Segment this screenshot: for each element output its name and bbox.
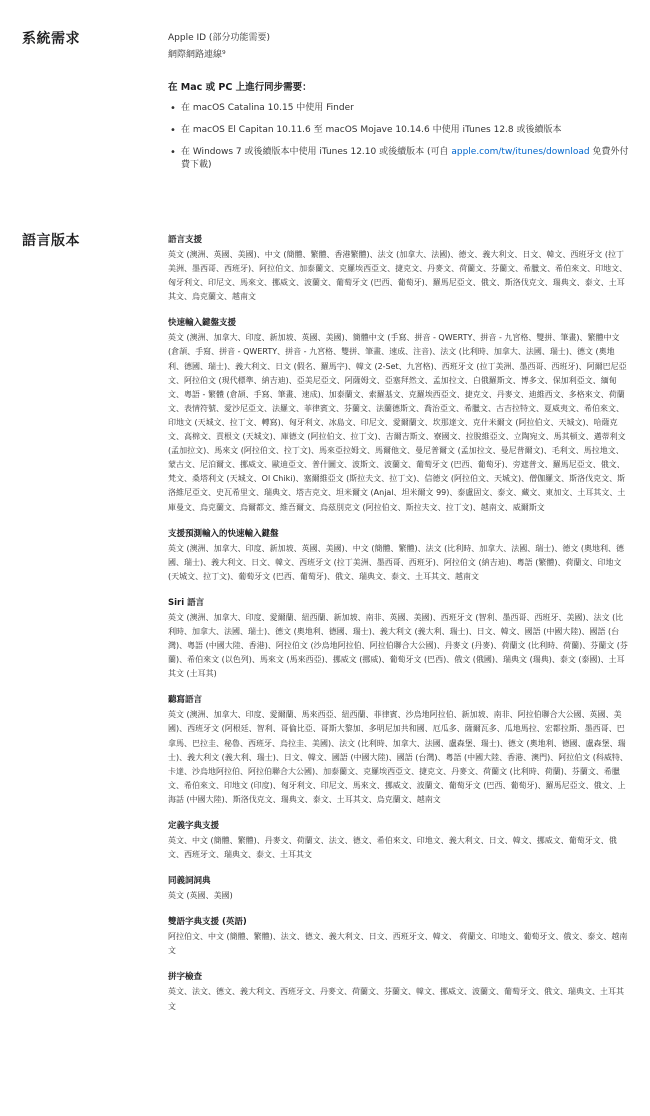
dictionary-support-list: 英文、中文 (簡體、繁體)、丹麥文、荷蘭文、法文、德文、希伯來文、印地文、義大利文、日文、韓文、挪威文、葡萄牙文、俄文、西班牙文、瑞典文、泰文、土耳其文 xyxy=(168,836,617,860)
language-group xyxy=(168,527,630,584)
language-group xyxy=(168,316,630,514)
thesaurus-list: 英文 (英國、美國) xyxy=(168,891,233,901)
bilingual-dictionary-title: 雙語字典支援 (英語) xyxy=(168,917,247,928)
siri-languages-title: Siri 語言 xyxy=(168,597,205,608)
requirement-internet: 網際網路連線⁹ xyxy=(168,50,226,60)
languages-heading: 語言版本 xyxy=(22,233,80,249)
dictation-languages-title: 聽寫語言 xyxy=(168,695,203,706)
requirement-apple-id: Apple ID (部分功能需要) xyxy=(168,33,270,43)
siri-languages-list: 英文 (澳洲、加拿大、印度、愛爾蘭、紐西蘭、新加坡、南非、英國、美國)、西班牙文 (智利、墨西哥、西班牙、美國)、法文 (比利時、加拿大、法國、瑞士)、德文 (奧地利、德國、瑞士)、義大利文 (義大利、瑞士)、日文、韓文、國語 (中國大陸)、國語 (台灣)、粵語 (中國大陸、香港)、阿拉伯文 (沙烏地阿拉伯、阿拉伯聯合大公國)、丹麥文 (丹麥)、荷蘭文 (比利時、荷蘭)、芬蘭文 (芬蘭)、希伯來文 (以色列)、馬來文 (馬來西亞)、挪威文 (挪威)、葡萄牙文 (巴西)、俄文 (俄國)、瑞典文 (瑞典)、泰文 (泰國)、土耳其文 (土耳其) xyxy=(168,612,628,679)
list-item xyxy=(168,102,630,115)
bilingual-dictionary-list: 阿拉伯文、中文 (簡體、繁體)、法文、德文、義大利文、日文、西班牙文、韓文、 荷蘭文、印地文、葡萄牙文、俄文、泰文、越南文 xyxy=(168,932,628,956)
sync-item-text: 在 macOS El Capitan 10.11.6 至 macOS Mojave 10.14.6 中使用 iTunes 12.8 或後續版本 xyxy=(181,125,562,135)
list-item xyxy=(168,124,630,137)
language-group xyxy=(168,819,630,862)
language-support-title: 語言支援 xyxy=(168,235,203,245)
sync-item-text: 在 Windows 7 或後續版本中使用 iTunes 12.10 或後續版本 (可自 xyxy=(181,147,452,157)
spell-check-list: 英文、法文、德文、義大利文、西班牙文、丹麥文、荷蘭文、芬蘭文、韓文、挪威文、波蘭文、葡萄牙文、俄文、瑞典文、土耳其文 xyxy=(168,987,624,1011)
system-requirements-content xyxy=(168,30,630,181)
spell-check-title: 拼字檢查 xyxy=(168,972,203,983)
sync-item-suffix: 免費外付費下載) xyxy=(181,147,629,170)
predictive-keyboard-list: 英文 (澳洲、加拿大、印度、新加坡、英國、美國)、中文 (簡體、繁體)、法文 (比利時、加拿大、法國、瑞士)、德文 (奧地利、德國、瑞士)、義大利文、日文、韓文、西班牙文 (拉丁美洲、墨西哥、西班牙)、阿拉伯文 (納吉迪)、粵語 (繁體)、荷蘭文、印地文 (天城文、拉丁文)、葡萄牙文 (巴西、葡萄牙)、俄文、瑞典文、泰文、土耳其文、越南文 xyxy=(168,543,625,581)
languages-content xyxy=(168,233,630,1026)
list-item xyxy=(168,146,630,172)
language-group xyxy=(168,233,630,304)
keyboard-support-list: 英文 (澳洲、加拿大、印度、新加坡、英國、美國)、簡體中文 (手寫、拼音 - QWERTY、拼音 - 九宮格、雙拼、筆畫)、繁體中文 (倉頡、手寫、拼音 - QWERTY、拼音 - 九宮格、雙拼、筆畫、速成、注音)、法文 (比利時、加拿大、法國、瑞士)、德文 (奧地利、德國、瑞士)、義大利文、日文 (假名、羅馬字)、韓文 (2-Set、九宮格)、西班牙文 (拉丁美洲、墨西哥、西班牙)、阿爾巴尼亞文、阿拉伯文 (現代標準、納吉迪)、亞美尼亞文、阿薩姆文、亞塞拜然文、孟加拉文、白俄羅斯文、博多文、保加利亞文、緬甸文、粵語 - 繁體 (倉頡、手寫、筆畫、速成)、加泰蘭文、索羅基文、克羅埃西亞文、捷克文、丹麥文、迪維西文、多格來文、荷蘭文、表情符號、愛沙尼亞文、法羅文、菲律賓文、芬蘭文、法蘭德斯文、喬治亞文、希臘文、古吉拉特文、夏威夷文、希伯來文、印地文 (天城文、拉丁文、轉寫)、匈牙利文、冰島文、印尼文、愛爾蘭文、坎那達文、克什米爾文 (阿拉伯文、天城文)、哈薩克文、高棉文、貢根文 (天城文)、庫德文 (阿拉伯文、拉丁文)、吉爾吉斯文、寮國文、拉脫維亞文、立陶宛文、馬其頓文、邁蒂利文 (孟加拉文)、馬來文 (阿拉伯文、拉丁文)、馬來亞拉姆文、馬爾他文、曼尼普爾文 (孟加拉文、曼尼普爾文)、毛利文、馬拉地文、蒙古文、尼泊爾文、挪威文、歐迪亞文、普什圖文、波斯文、波蘭文、葡萄牙文 (巴西、葡萄牙)、旁遮普文、羅馬尼亞文、俄文、梵文、桑塔利文 (天城文、Ol Chiki)、塞爾維亞文 (斯拉夫文、拉丁文)、信德文 (阿拉伯文、天城文)、僧伽羅文、斯洛伐克文、斯洛維尼亞文、史瓦希里文、瑞典文、塔吉克文、坦米爾文 (Anjal、坦米爾文 99)、泰盧固文、泰文、藏文、東加文、土耳其文、土庫曼文、烏克蘭文、烏爾都文、維吾爾文、烏茲別克文 (阿拉伯文、斯拉夫文、拉丁文)、越南文、威爾斯文 xyxy=(168,333,627,512)
system-requirements-heading: 系統需求 xyxy=(22,31,80,47)
sync-requirements-list xyxy=(168,102,630,172)
language-support-list: 英文 (澳洲、英國、美國)、中文 (簡體、繁體、香港繁體)、法文 (加拿大、法國)、德文、義大利文、日文、韓文、西班牙文 (拉丁美洲、墨西哥、西班牙)、阿拉伯文、加泰蘭文、克羅埃西亞文、捷克文、丹麥文、荷蘭文、芬蘭文、希臘文、希伯來文、印地文、匈牙利文、印尼文、馬來文、挪威文、波蘭文、葡萄牙文 (巴西、葡萄牙)、羅馬尼亞文、俄文、斯洛伐克文、瑞典文、泰文、土耳其文、烏克蘭文、越南文 xyxy=(168,250,628,302)
language-group xyxy=(168,915,630,958)
dictionary-support-title: 定義字典支援 xyxy=(168,821,220,831)
thesaurus-title: 同義詞詞典 xyxy=(168,876,211,887)
language-group xyxy=(168,874,630,903)
language-group xyxy=(168,596,630,681)
predictive-keyboard-title: 支援預測輸入的快速輸入鍵盤 xyxy=(168,528,279,539)
sync-requirements-title: 在 Mac 或 PC 上進行同步需要： xyxy=(168,82,312,93)
language-group xyxy=(168,693,630,807)
dictation-languages-list: 英文 (澳洲、加拿大、印度、愛爾蘭、馬來西亞、紐西蘭、菲律賓、沙烏地阿拉伯、新加坡、南非、阿拉伯聯合大公國、英國、美國)、西班牙文 (阿根廷、智利、哥倫比亞、哥斯大黎加、多明尼加共和國、厄瓜多、薩爾瓦多、瓜地馬拉、宏都拉斯、墨西哥、巴拿馬、巴拉圭、秘魯、西班牙、烏拉圭、美國)、法文 (比利時、加拿大、法國、盧森堡、瑞士)、德文 (奧地利、德國、盧森堡、瑞士)、義大利文 (義大利、瑞士)、日文、韓文、國語 (中國大陸)、國語 (台灣)、粵語 (中國大陸、香港、澳門)、阿拉伯文 (科威特、卡達、沙烏地阿拉伯、阿拉伯聯合大公國)、加泰蘭文、克羅埃西亞文、捷克文、丹麥文、荷蘭文 (比利時、荷蘭)、芬蘭文、希臘文、希伯來文、印地文 (印度)、匈牙利文、印尼文、馬來文、挪威文、波蘭文、葡萄牙文 (巴西、葡萄牙)、羅馬尼亞文、俄文、上海話 (中國大陸)、斯洛伐克文、瑞典文、泰文、土耳其文、烏克蘭文、越南文 xyxy=(168,710,628,804)
itunes-download-link[interactable]: apple.com/tw/itunes/download xyxy=(451,147,590,157)
sync-item-text: 在 macOS Catalina 10.15 中使用 Finder xyxy=(181,103,354,113)
keyboard-support-title: 快速輸入鍵盤支援 xyxy=(168,318,237,329)
language-group xyxy=(168,970,630,1013)
